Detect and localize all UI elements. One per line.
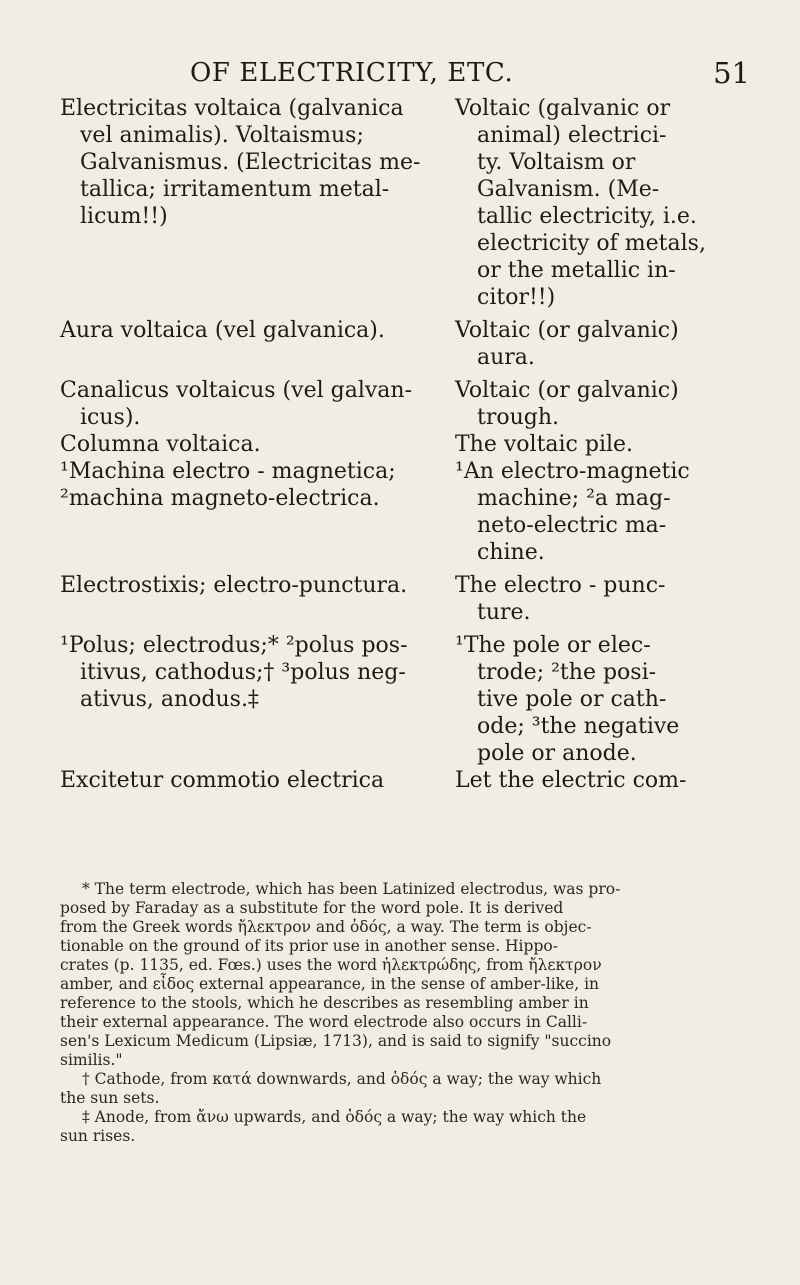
footnote-line: reference to the stools, which he describes as resembling amber in xyxy=(60,994,589,1012)
footnote-line: their external appearance. The word electrode also occurs in Calli- xyxy=(60,1013,588,1031)
english-line: ture. xyxy=(477,600,531,625)
english-line: Voltaic (or galvanic) xyxy=(455,378,679,403)
vocab-entry xyxy=(60,632,760,767)
vocabulary-columns xyxy=(60,95,760,794)
english-line: neto-electric ma- xyxy=(477,513,667,538)
english-line: ty. Voltaism or xyxy=(477,150,636,175)
english-term xyxy=(455,572,755,626)
footnote-line: from the Greek words ἤλεκτρον and ὁδός, a way. The term is objec- xyxy=(60,918,592,936)
latin-term xyxy=(60,317,455,344)
latin-line: Columna voltaica. xyxy=(60,432,261,457)
english-term xyxy=(455,431,755,458)
vocab-entry xyxy=(60,767,760,794)
english-line: ¹An electro-magnetic xyxy=(455,459,690,484)
english-line: machine; ²a mag- xyxy=(477,486,671,511)
english-line: The voltaic pile. xyxy=(455,432,634,457)
english-line: chine. xyxy=(477,540,545,565)
latin-term xyxy=(60,572,455,599)
latin-line: Aura voltaica (vel galvanica). xyxy=(60,318,385,343)
latin-line: ativus, anodus.‡ xyxy=(80,687,259,712)
latin-line: icus). xyxy=(80,405,141,430)
latin-line: licum!!) xyxy=(80,204,168,229)
vocab-entry xyxy=(60,317,760,371)
latin-term xyxy=(60,95,455,230)
english-term xyxy=(455,317,755,371)
english-line: tive pole or cath- xyxy=(477,687,667,712)
english-line: ode; ³the negative xyxy=(477,714,680,739)
latin-line: Excitetur commotio electrica xyxy=(60,768,385,793)
footnote-line: similis." xyxy=(60,1051,123,1069)
english-term xyxy=(455,767,755,794)
footnote-line: * The term electrode, which has been Latinized electrodus, was pro- xyxy=(82,880,621,898)
latin-line: tallica; irritamentum metal- xyxy=(80,177,390,202)
latin-line: Electricitas voltaica (galvanica xyxy=(60,96,404,121)
english-line: ¹The pole or elec- xyxy=(455,633,651,658)
latin-term xyxy=(60,632,455,713)
footnotes xyxy=(60,880,760,1146)
latin-term xyxy=(60,377,455,431)
latin-line: Canalicus voltaicus (vel galvan- xyxy=(60,378,412,403)
latin-line: itivus, cathodus;† ³polus neg- xyxy=(80,660,406,685)
latin-term xyxy=(60,431,455,458)
running-title: OF ELECTRICITY, ETC. xyxy=(190,58,514,88)
english-line: trough. xyxy=(477,405,560,430)
vocab-entry xyxy=(60,431,760,458)
english-line: Voltaic (or galvanic) xyxy=(455,318,679,343)
latin-term xyxy=(60,458,455,512)
page-number: 51 xyxy=(713,56,750,90)
english-line: or the metallic in- xyxy=(477,258,676,283)
latin-line: ¹Polus; electrodus;* ²polus pos- xyxy=(60,633,408,658)
english-term xyxy=(455,95,755,311)
vocab-entry xyxy=(60,377,760,431)
footnote-line: crates (p. 1135, ed. Fœs.) uses the word ἠλεκτρώδης, from ἤλεκτρον xyxy=(60,956,602,974)
english-line: pole or anode. xyxy=(477,741,637,766)
footnote-line: posed by Faraday as a substitute for the word pole. It is derived xyxy=(60,899,564,917)
latin-line: ²machina magneto-electrica. xyxy=(60,486,380,511)
latin-line: Electrostixis; electro-punctura. xyxy=(60,573,408,598)
english-term xyxy=(455,632,755,767)
english-line: Galvanism. (Me- xyxy=(477,177,660,202)
latin-line: ¹Machina electro - magnetica; xyxy=(60,459,396,484)
footnote-line: amber, and εἶδος external appearance, in the sense of amber-like, in xyxy=(60,975,600,993)
english-line: Let the electric com- xyxy=(455,768,687,793)
english-line: citor!!) xyxy=(477,285,556,310)
english-line: tallic electricity, i.e. xyxy=(477,204,697,229)
english-line: Voltaic (galvanic or xyxy=(455,96,671,121)
vocab-entry xyxy=(60,95,760,311)
latin-line: Galvanismus. (Electricitas me- xyxy=(80,150,421,175)
english-line: electricity of metals, xyxy=(477,231,706,256)
footnote-line: sun rises. xyxy=(60,1127,136,1145)
english-line: trode; ²the posi- xyxy=(477,660,657,685)
footnote-line: sen's Lexicum Medicum (Lipsiæ, 1713), and is said to signify "succino xyxy=(60,1032,612,1050)
english-line: animal) electrici- xyxy=(477,123,667,148)
english-line: aura. xyxy=(477,345,535,370)
footnote-line: † Cathode, from κατά downwards, and ὁδός a way; the way which xyxy=(82,1070,602,1088)
footnote-line: tionable on the ground of its prior use in another sense. Hippo- xyxy=(60,937,558,955)
footnote-line: the sun sets. xyxy=(60,1089,160,1107)
english-term xyxy=(455,377,755,431)
footnote-line: ‡ Anode, from ἄνω upwards, and ὁδός a way; the way which the xyxy=(82,1108,587,1126)
english-line: The electro - punc- xyxy=(455,573,666,598)
vocab-entry xyxy=(60,458,760,566)
english-term xyxy=(455,458,755,566)
latin-term xyxy=(60,767,455,794)
latin-line: vel animalis). Voltaismus; xyxy=(80,123,364,148)
vocab-entry xyxy=(60,572,760,626)
